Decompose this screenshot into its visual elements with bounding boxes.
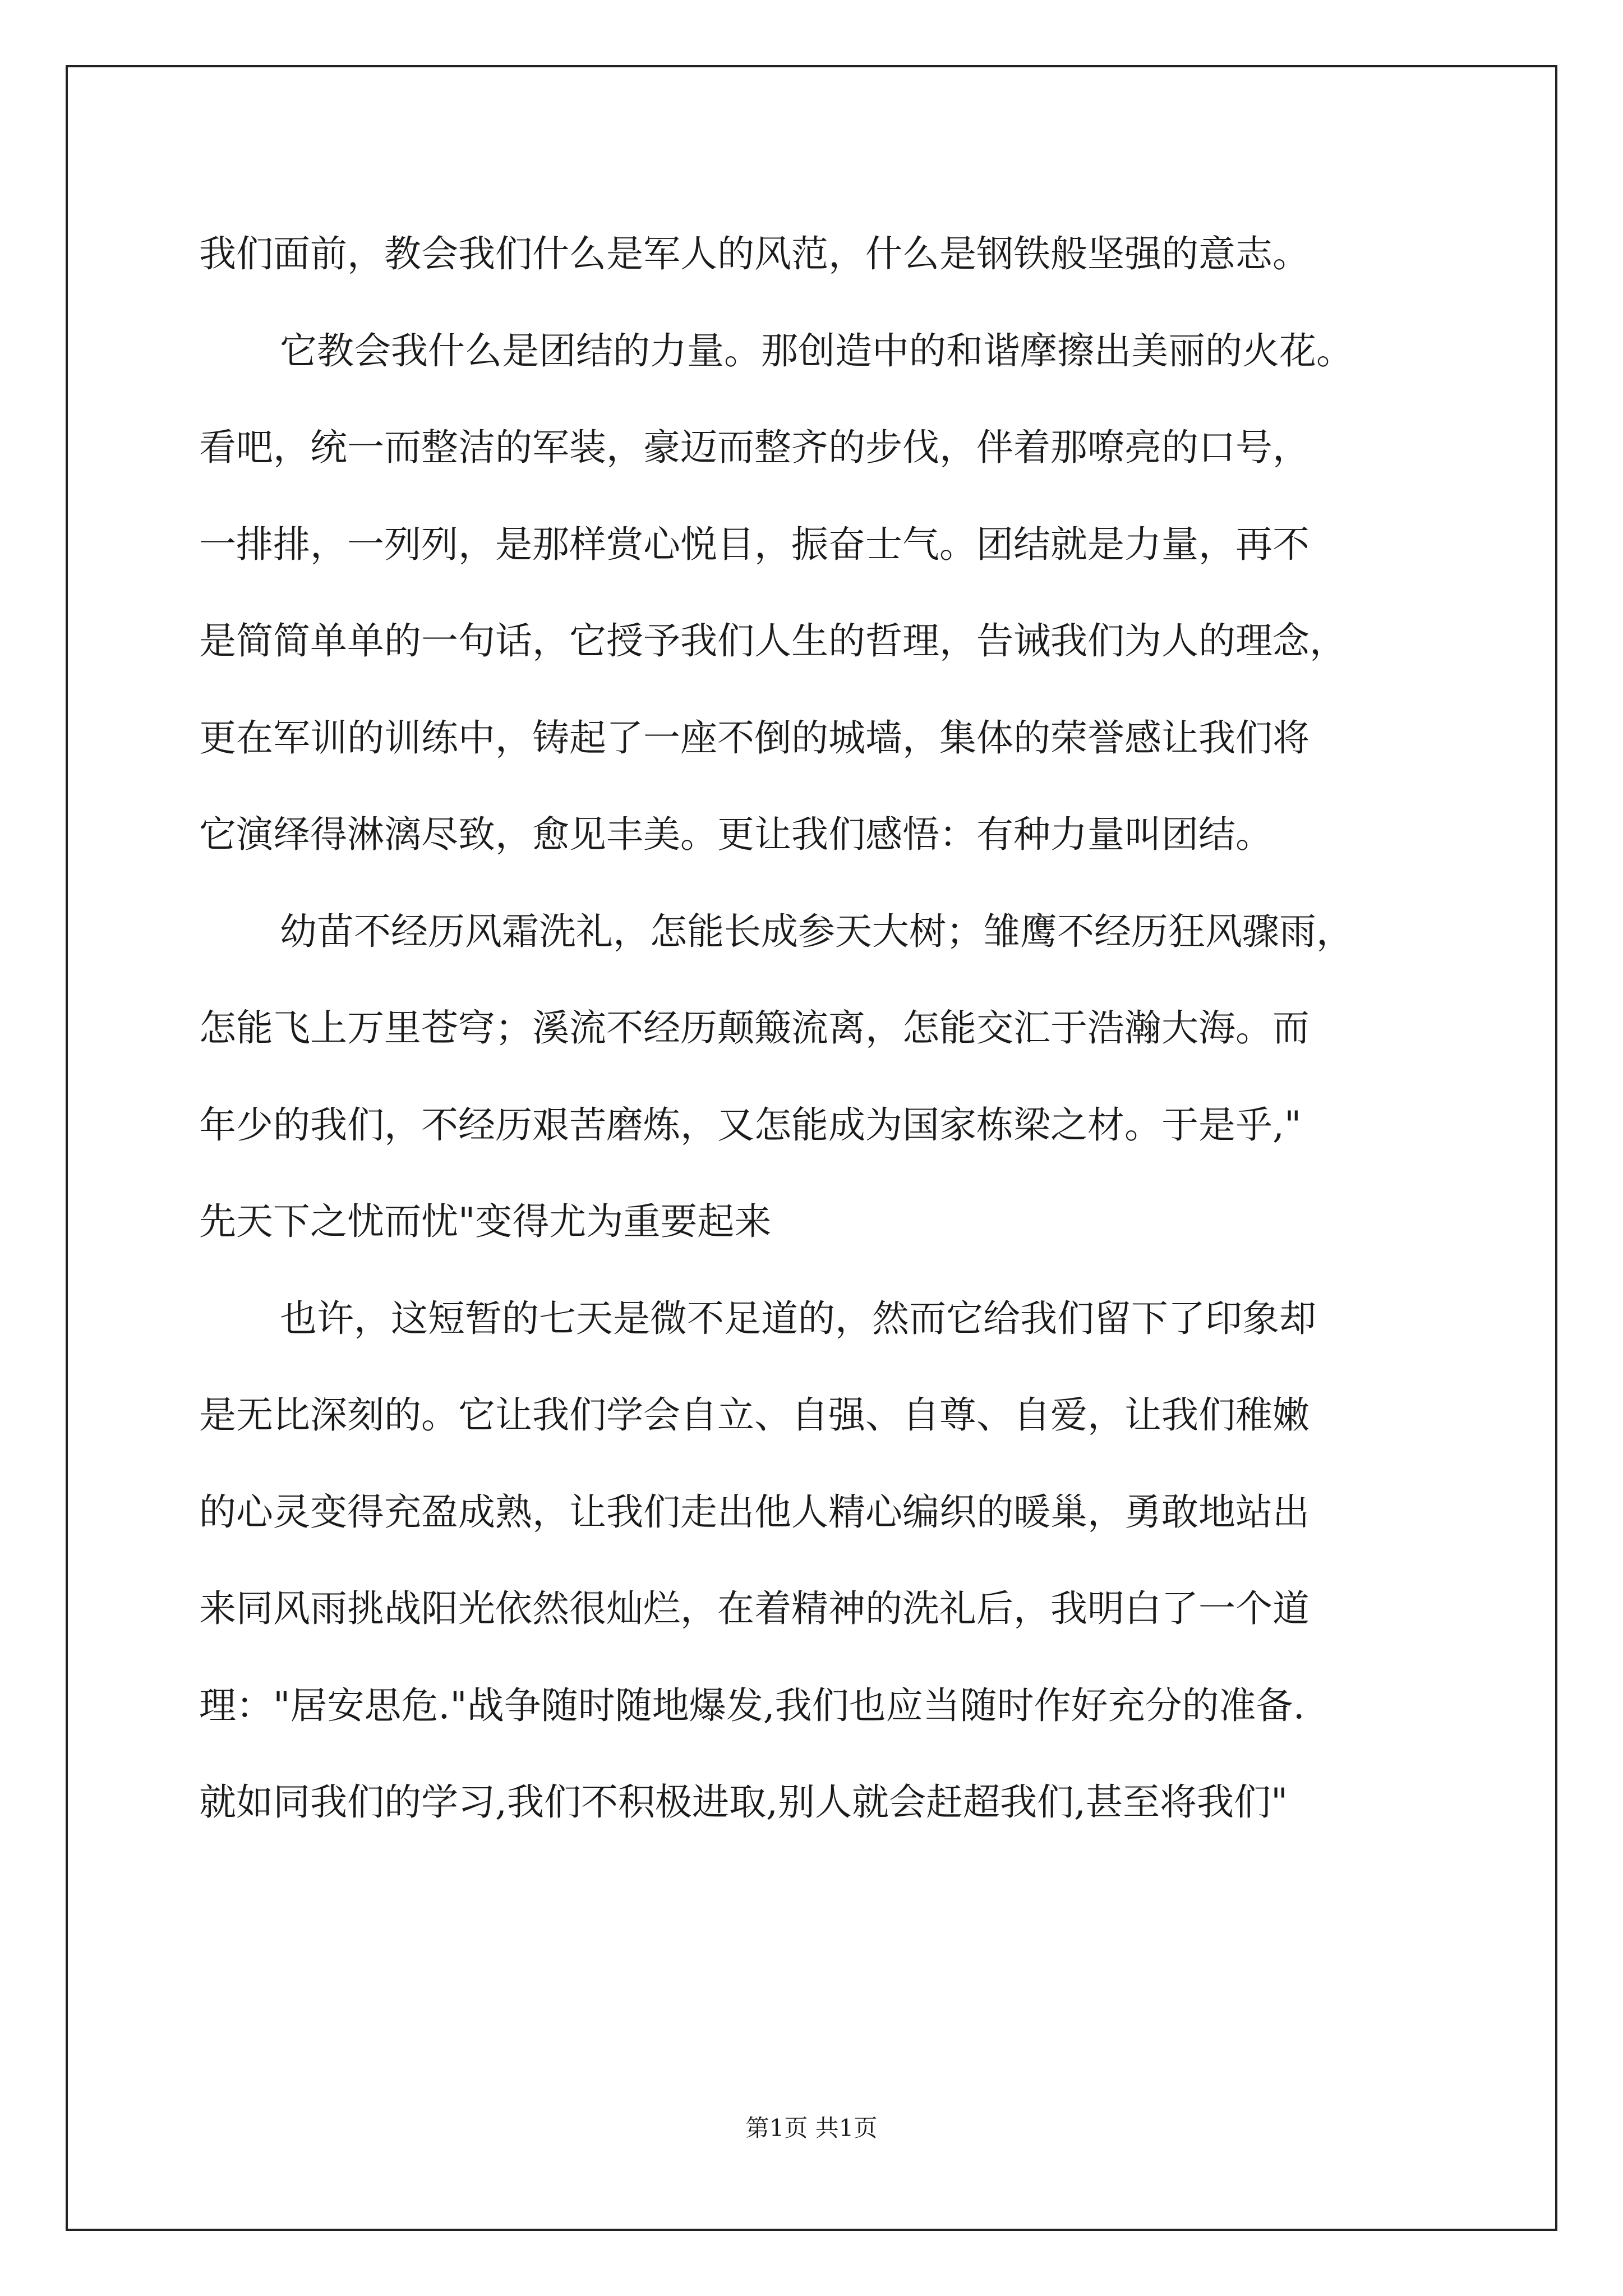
page-border bbox=[66, 65, 1557, 2231]
text-line: 更在军训的训练中，铸起了一座不倒的城墙，集体的荣誉感让我们将 bbox=[199, 716, 1310, 760]
text-line: 我们面前，教会我们什么是军人的风范，什么是钢铁般坚强的意志。 bbox=[199, 232, 1310, 275]
text-line: 年少的我们，不经历艰苦磨炼，又怎能成为国家栋梁之材。于是乎," bbox=[199, 1103, 1302, 1147]
paragraph-first-line: 幼苗不经历风霜洗礼，怎能长成参天大树；雏鹰不经历狂风骤雨， bbox=[280, 910, 1353, 953]
text-line: 一排排，一列列，是那样赏心悦目，振奋士气。团结就是力量，再不 bbox=[199, 523, 1310, 566]
text-line: 看吧，统一而整洁的军装，豪迈而整齐的步伐，伴着那嘹亮的口号， bbox=[199, 426, 1310, 469]
text-line: 的心灵变得充盈成熟，让我们走出他人精心编织的暖巢，勇敢地站出 bbox=[199, 1490, 1310, 1534]
paragraph-first-line: 它教会我什么是团结的力量。那创造中的和谐摩擦出美丽的火花。 bbox=[280, 329, 1353, 372]
text-line: 就如同我们的学习,我们不积极进取,别人就会赶超我们,甚至将我们" bbox=[199, 1780, 1288, 1824]
page-number-footer: 第1页 共1页 bbox=[745, 2114, 878, 2142]
text-line: 理："居安思危."战争随时随地爆发,我们也应当随时作好充分的准备. bbox=[199, 1684, 1305, 1727]
text-line: 怎能飞上万里苍穹；溪流不经历颠簸流离，怎能交汇于浩瀚大海。而 bbox=[199, 1006, 1310, 1050]
text-line: 是无比深刻的。它让我们学会自立、自强、自尊、自爱，让我们稚嫩 bbox=[199, 1393, 1310, 1437]
text-line: 是简简单单的一句话，它授予我们人生的哲理，告诫我们为人的理念， bbox=[199, 619, 1347, 662]
text-line: 先天下之忧而忧"变得尤为重要起来 bbox=[199, 1200, 772, 1243]
paragraph-first-line: 也许，这短暂的七天是微不足道的，然而它给我们留下了印象却 bbox=[280, 1297, 1316, 1340]
text-line: 来同风雨挑战阳光依然很灿烂，在着精神的洗礼后，我明白了一个道 bbox=[199, 1587, 1310, 1630]
text-line: 它演绎得淋漓尽致，愈见丰美。更让我们感悟：有种力量叫团结。 bbox=[199, 813, 1272, 856]
